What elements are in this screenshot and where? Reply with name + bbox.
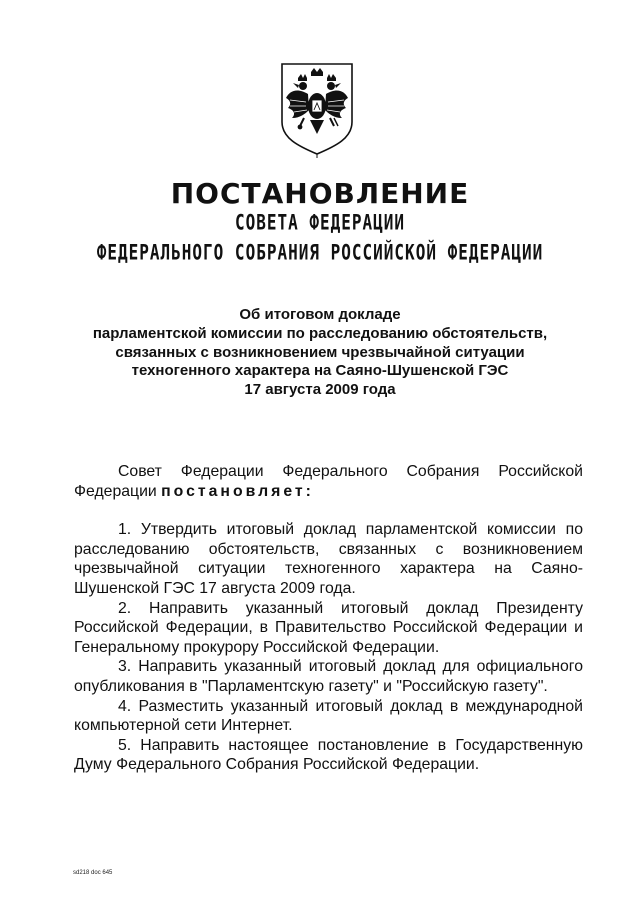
subject-line: 17 августа 2009 года [244, 381, 396, 399]
preamble-text: Совет Федерации Федерального Собрания Российской Федерации [74, 463, 583, 500]
document-title: ПОСТАНОВЛЕНИЕ [170, 177, 470, 210]
issuing-body-line-2: ФЕДЕРАЛЬНОГО СОБРАНИЯ РОССИЙСКОЙ ФЕДЕРАЦИИ [96, 239, 544, 266]
subject-line: связанных с возникновением чрезвычайной ситуации [115, 343, 525, 361]
issuing-body-line-1: СОВЕТА ФЕДЕРАЦИИ [234, 209, 406, 236]
paragraph-gap [74, 501, 583, 520]
subject-line: техногенного характера на Саяно-Шушенской ГЭС [131, 362, 509, 380]
subject-line: Об итоговом докладе [239, 306, 401, 323]
resolution-item-3: 3. Направить указанный итоговый доклад для официального опубликования в "Парламентскую газету" и "Российскую газету". [74, 658, 583, 695]
resolution-item-5: 5. Направить настоящее постановление в Государственную Думу Федерального Собрания Российской Федерации. [74, 736, 583, 774]
subject-line: парламентской комиссии по расследованию обстоятельств, [92, 324, 548, 342]
resolution-item-4: 4. Разместить указанный итоговый доклад в международной компьютерной сети Интернет. [74, 697, 583, 735]
preamble-paragraph [74, 462, 583, 501]
resolution-body [74, 462, 583, 775]
resolution-subject [40, 306, 600, 400]
document-footer-code: sd218 doc 645 [73, 870, 113, 876]
resolution-item-2: 2. Направить указанный итоговый доклад Президенту Российской Федерации, в Правительство Российской Федерации и Генеральному прокурору Российской Федерации. [74, 599, 583, 656]
resolution-item-1: 1. Утвердить итоговый доклад парламентской комиссии по расследованию обстоятельств, связанных с возникновением чрезвычайной ситуации техногенного характера на Саяно-Шушенской ГЭС 17 августа 2009 года. [74, 521, 583, 597]
preamble-emphasis: постановляет: [161, 482, 314, 500]
coat-of-arms-emblem-icon [278, 60, 356, 158]
